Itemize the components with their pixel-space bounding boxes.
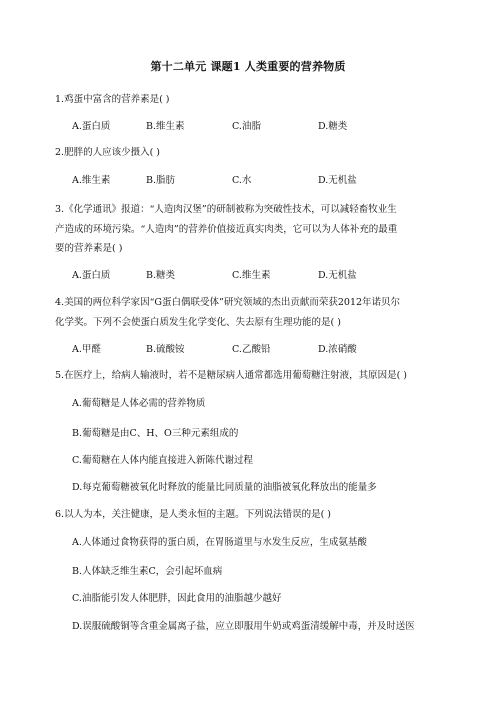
question-6-stem: 6.以人为本，关注健康，是人类永恒的主题。下列说法错误的是( ) (55, 509, 331, 520)
q6-option-c: C.油脂能引发人体肥胖，因此食用的油脂越少越好 (72, 593, 282, 604)
q4-option-d: D.浓硝酸 (318, 344, 357, 355)
q3-option-c: C.维生素 (232, 270, 271, 281)
q3-option-d: D.无机盐 (318, 270, 357, 281)
q4-option-a: A.甲醛 (72, 344, 101, 355)
q3-option-a: A.蛋白质 (72, 270, 111, 281)
q3-option-b: B.糖类 (146, 270, 176, 281)
q2-option-d: D.无机盐 (318, 175, 357, 186)
q6-option-b: B.人体缺乏维生素C，会引起坏血病 (72, 566, 223, 577)
q2-option-a: A.维生素 (72, 175, 111, 186)
question-1-stem: 1.鸡蛋中富含的营养素是( ) (55, 94, 170, 105)
question-3-stem-line-3: 要的营养素是( ) (55, 243, 123, 254)
question-2-stem: 2.肥胖的人应该少摄入( ) (55, 147, 160, 158)
q1-option-b: B.维生素 (146, 121, 185, 132)
q1-option-d: D.糖类 (318, 121, 348, 132)
question-3-stem-line-1: 3.《化学通讯》报道：“人造肉汉堡”的研制被称为突破性技术，可以减轻畜牧业生 (55, 204, 397, 215)
q6-option-d: D.误服硫酸铜等含重金属离子盐，应立即服用牛奶或鸡蛋清缓解中毒，并及时送医 (72, 621, 415, 632)
q6-option-a: A.人体通过食物获得的蛋白质，在胃肠道里与水发生反应，生成氨基酸 (72, 537, 367, 548)
q2-option-c: C.水 (232, 175, 252, 186)
question-4-stem-line-2: 化学奖。下列不会使蛋白质发生化学变化、失去原有生理功能的是( ) (55, 317, 341, 328)
q1-option-c: C.油脂 (232, 121, 261, 132)
question-3-stem-line-2: 产造成的环境污染。“人造肉”的营养价值接近真实肉类，它可以为人体补充的最重 (55, 224, 398, 235)
q2-option-b: B.脂肪 (146, 175, 176, 186)
question-5-stem: 5.在医疗上，给病人输液时，若不是糖尿病人通常都选用葡萄糖注射液，其原因是( ) (55, 370, 407, 381)
q5-option-c: C.葡萄糖在人体内能直接进入新陈代谢过程 (72, 455, 253, 466)
q5-option-b: B.葡萄糖是由C、H、O三种元素组成的 (72, 428, 239, 439)
q5-option-d: D.每克葡萄糖被氧化时释放的能量比同质量的油脂被氧化释放出的能量多 (72, 482, 377, 493)
q4-option-b: B.硫酸铵 (146, 344, 185, 355)
page-title: 第十二单元 课题1 人类重要的营养物质 (150, 60, 346, 73)
q5-option-a: A.葡萄糖是人体必需的营养物质 (72, 398, 206, 409)
q1-option-a: A.蛋白质 (72, 121, 111, 132)
question-4-stem-line-1: 4.美国的两位科学家因“G蛋白偶联受体”研究领域的杰出贡献而荣获2012年诺贝尔 (55, 297, 401, 308)
q4-option-c: C.乙酸铅 (232, 344, 271, 355)
